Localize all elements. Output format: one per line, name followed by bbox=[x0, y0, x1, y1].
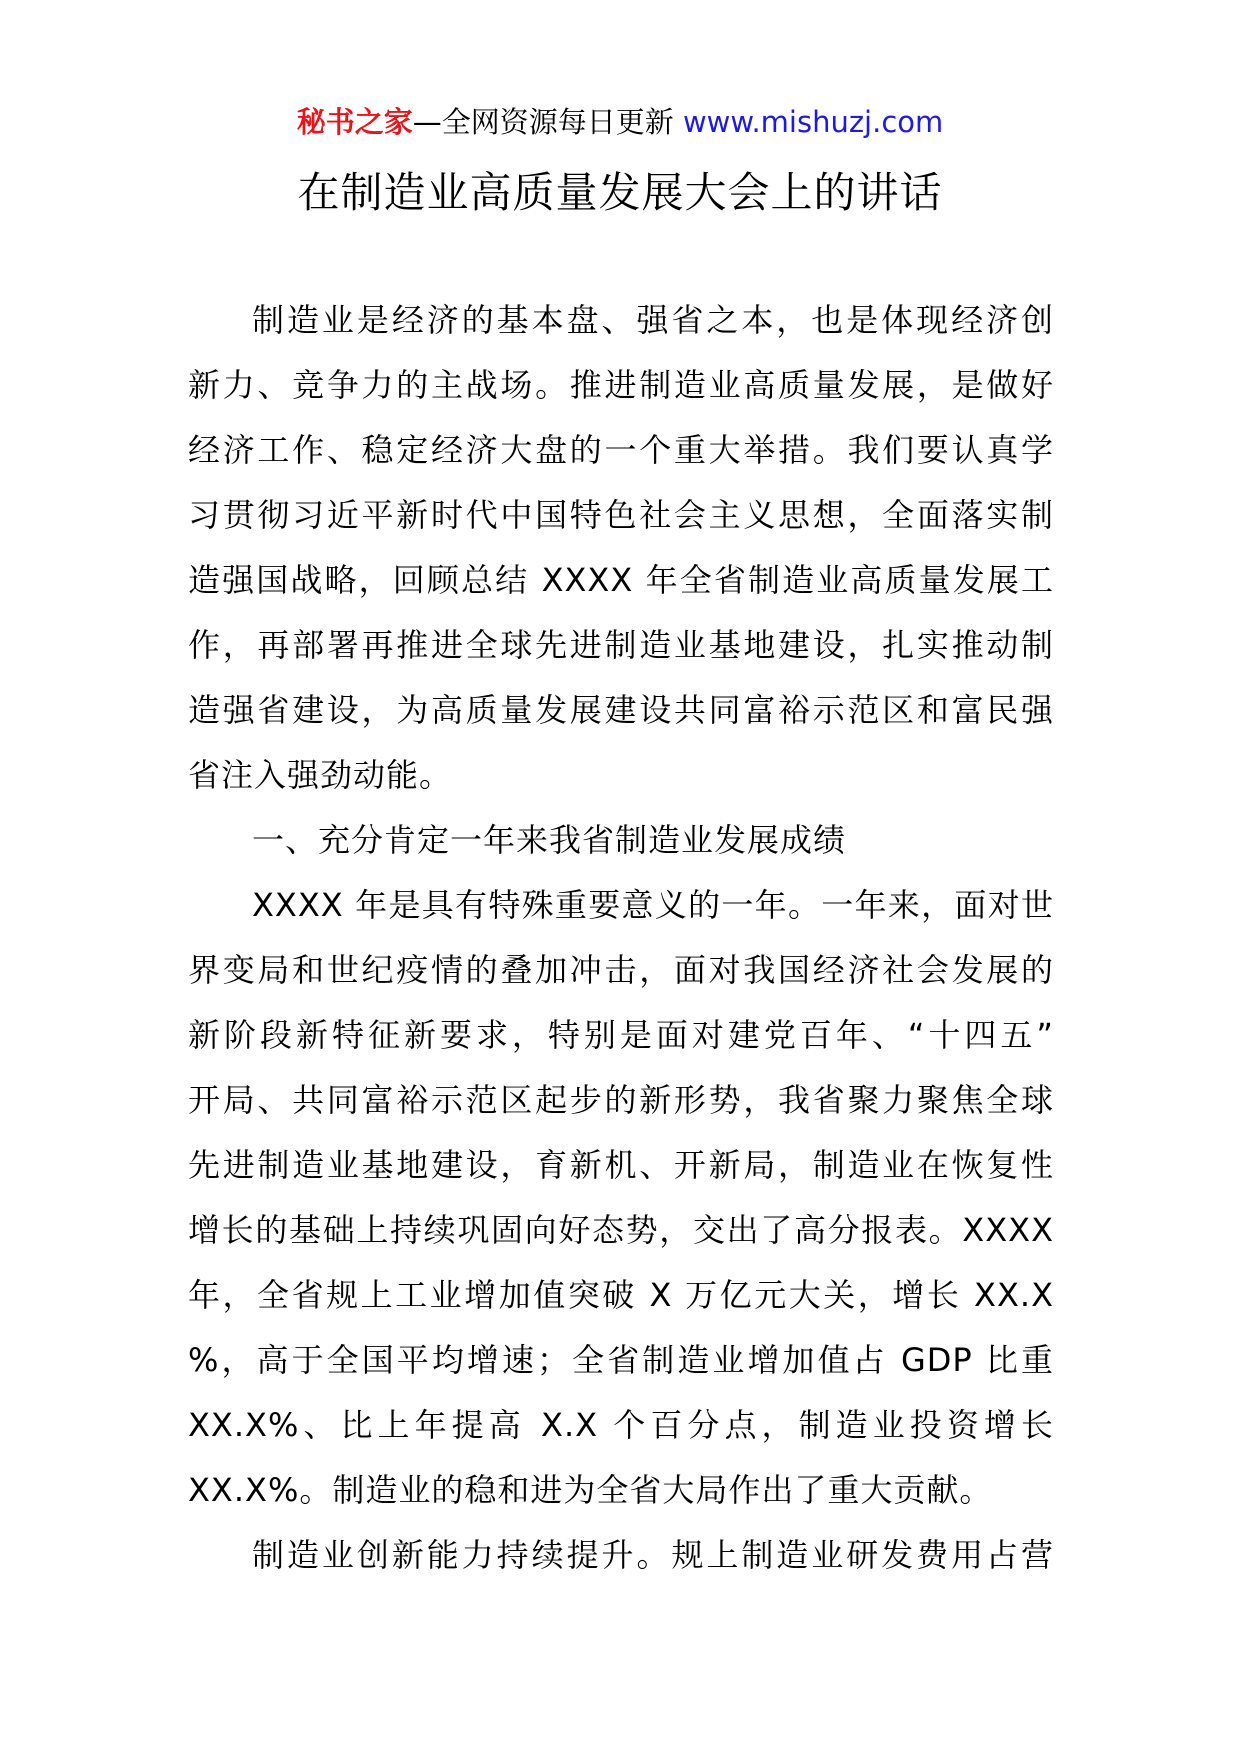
text-line: 造强省建设，为高质量发展建设共同富裕示范区和富民强 bbox=[188, 691, 1054, 729]
text-line: 习贯彻习近平新时代中国特色社会主义思想，全面落实制 bbox=[188, 496, 1054, 534]
site-url-link[interactable]: www.mishuzj.com bbox=[682, 105, 944, 139]
text-line: 经济工作、稳定经济大盘的一个重大举措。我们要认真学 bbox=[188, 431, 1054, 469]
paragraph-intro bbox=[188, 288, 1054, 808]
document-title: 在制造业高质量发展大会上的讲话 bbox=[297, 168, 943, 217]
text-line: 年，全省规上工业增加值突破 X 万亿元大关，增长 XX.X bbox=[188, 1276, 1054, 1314]
text-line: %，高于全国平均增速；全省制造业增加值占 GDP 比重 bbox=[188, 1341, 1054, 1379]
text-line: 造强国战略，回顾总结 XXXX 年全省制造业高质量发展工 bbox=[188, 561, 1054, 599]
text-line: 先进制造业基地建设，育新机、开新局，制造业在恢复性 bbox=[188, 1146, 1054, 1184]
paragraph-achievements bbox=[188, 873, 1054, 1523]
text-line: 一、充分肯定一年来我省制造业发展成绩 bbox=[252, 821, 847, 859]
text-line: 增长的基础上持续巩固向好态势，交出了高分报表。XXXX bbox=[188, 1211, 1054, 1249]
text-line: 开局、共同富裕示范区起步的新形势，我省聚力聚焦全球 bbox=[188, 1081, 1054, 1119]
text-line: XX.X%。制造业的稳和进为全省大局作出了重大贡献。 bbox=[188, 1471, 993, 1509]
site-tagline: —全网资源每日更新 bbox=[412, 105, 674, 139]
text-line: 制造业是经济的基本盘、强省之本，也是体现经济创 bbox=[252, 301, 1054, 339]
text-line: 界变局和世纪疫情的叠加冲击，面对我国经济社会发展的 bbox=[188, 951, 1054, 989]
paragraph-innovation bbox=[188, 1523, 1054, 1588]
text-line: 作，再部署再推进全球先进制造业基地建设，扎实推动制 bbox=[188, 626, 1054, 664]
document-body bbox=[188, 288, 1054, 1588]
site-brand: 秘书之家 bbox=[296, 105, 413, 139]
section-heading bbox=[188, 808, 1054, 873]
text-line: 新阶段新特征新要求，特别是面对建党百年、“十四五” bbox=[188, 1016, 1054, 1054]
text-line: 制造业创新能力持续提升。规上制造业研发费用占营 bbox=[252, 1536, 1054, 1574]
text-line: XX.X%、比上年提高 X.X 个百分点，制造业投资增长 bbox=[188, 1406, 1054, 1444]
text-line: 省注入强劲动能。 bbox=[188, 756, 453, 794]
site-header bbox=[0, 102, 1240, 142]
text-line: XXXX 年是具有特殊重要意义的一年。一年来，面对世 bbox=[252, 886, 1054, 924]
text-line: 新力、竞争力的主战场。推进制造业高质量发展，是做好 bbox=[188, 366, 1054, 404]
